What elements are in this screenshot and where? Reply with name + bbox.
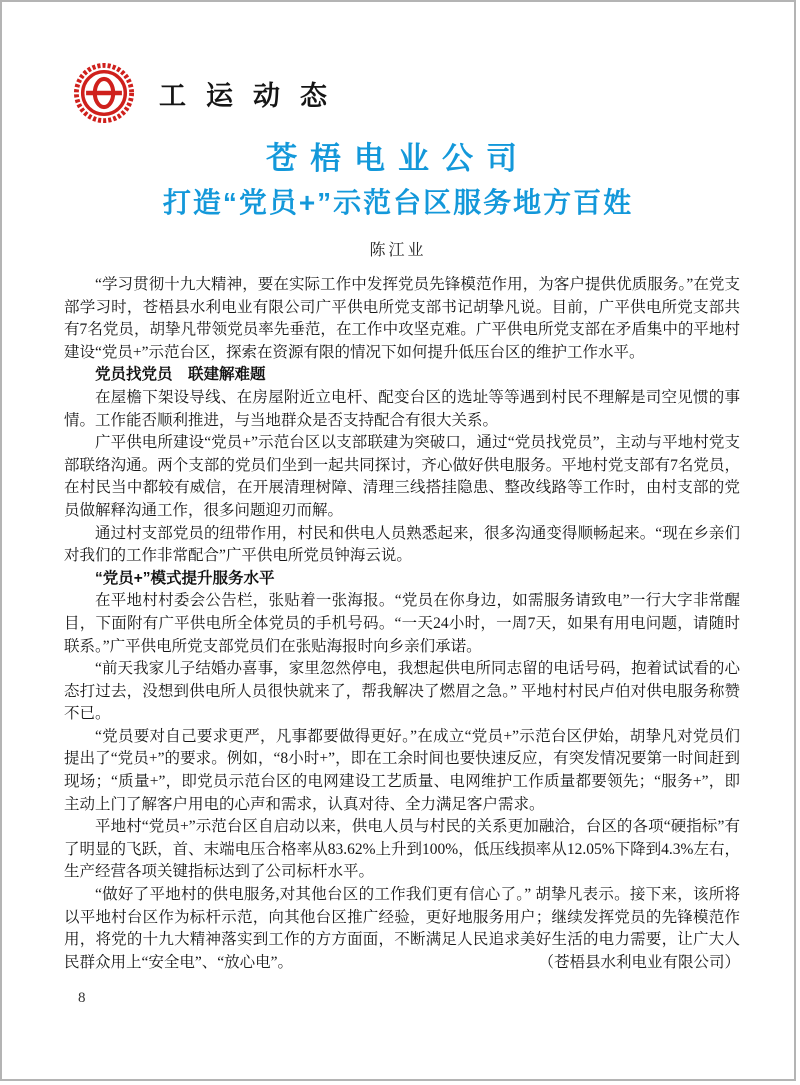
masthead-title: 工运动态 [159, 80, 347, 111]
paragraph: 广平供电所建设“党员+”示范台区以支部联建为突破口，通过“党员找党员”，主动与平地村党支部联络沟通。两个支部的党员们坐到一起共同探讨，齐心做好供电服务。平地村党支部有7名党员，在村民当中都较有威信，在开展清理树障、清理三线搭挂隐患、整改线路等工作时，由村支部的党员做解释沟通工作，很多问题迎刃而解。 [64, 434, 740, 519]
page-number: 8 [78, 990, 86, 1006]
trade-union-emblem-icon [73, 62, 135, 124]
paragraph: “党员要对自己要求更严，凡事都要做得更好。”在成立“党员+”示范台区伊始，胡挚凡对党员们提出了“党员+”的要求。例如，“8小时+”，即在工余时间也要快速反应，有突发情况要第一时间赶到现场；“质量+”，即党员示范台区的电网建设工艺质量、电网维护工作质量都要领先；“服务+”，即主动上门了解客户用电的心声和需求，认真对待、全力满足客户需求。 [64, 727, 740, 813]
article-body [64, 274, 740, 974]
paragraph: 在屋檐下架设导线、在房屋附近立电杆、配变台区的选址等等遇到村民不理解是司空见惯的事情。工作能否顺利推进，与当地群众是否支持配合有很大关系。 [64, 388, 740, 429]
paragraph: “学习贯彻十九大精神，要在实际工作中发挥党员先锋模范作用，为客户提供优质服务。”在党支部学习时，苍梧县水利电业有限公司广平供电所党支部书记胡挚凡说。目前，广平供电所党支部共有7名党员，胡挚凡带领党员率先垂范，在工作中攻坚克难。广平供电所党支部在矛盾集中的平地村建设“党员+”示范台区，探索在资源有限的情况下如何提升低压台区的维护工作水平。 [64, 276, 740, 361]
paragraph: “前天我家儿子结婚办喜事，家里忽然停电，我想起供电所同志留的电话号码，抱着试试看的心态打过去，没想到供电所人员很快就来了，帮我解决了燃眉之急。” 平地村村民卢伯对供电服务称赞不已。 [64, 660, 740, 723]
section-heading: 党员找党员 联建解难题 [95, 366, 266, 384]
article-title-line1: 苍梧电业公司 [266, 141, 530, 176]
article-author: 陈江业 [369, 241, 427, 259]
article-header [2, 140, 794, 260]
masthead [73, 62, 347, 124]
article-title-line2: 打造“党员+”示范台区服务地方百姓 [162, 187, 634, 219]
attribution: （苍梧县水利电业有限公司） [538, 953, 740, 971]
closing-paragraph-text: “做好了平地村的供电服务,对其他台区的工作我们更有信心了。” 胡挚凡表示。接下来，该所将以平地村台区作为标杆示范，向其他台区推广经验，更好地服务用户；继续发挥党员的先锋模范作用，将党的十九大精神落实到工作的方方面面，不断满足人民追求美好生活的电力需要，让广大人民群众用上“安全电”、“放心电”。 [64, 886, 740, 971]
paragraph: 通过村支部党员的纽带作用，村民和供电人员熟悉起来，很多沟通变得顺畅起来。“现在乡亲们对我们的工作非常配合”广平供电所党员钟海云说。 [64, 524, 740, 565]
paragraph: 平地村“党员+”示范台区自启动以来，供电人员与村民的关系更加融洽，台区的各项“硬指标”有了明显的飞跃，首、末端电压合格率从83.62%上升到100%，低压线损率从12.05%下降到4.3%左右，生产经营各项关键指标达到了公司标杆水平。 [64, 818, 740, 881]
closing-paragraph [64, 884, 740, 974]
section-heading: “党员+”模式提升服务水平 [95, 569, 275, 587]
paragraph: 在平地村村委会公告栏，张贴着一张海报。“党员在你身边，如需服务请致电”一行大字非常醒目，下面附有广平供电所全体党员的手机号码。“一天24小时，一周7天，如果有用电问题，请随时联系。”广平供电所党支部党员们在张贴海报时向乡亲们承诺。 [64, 592, 740, 655]
